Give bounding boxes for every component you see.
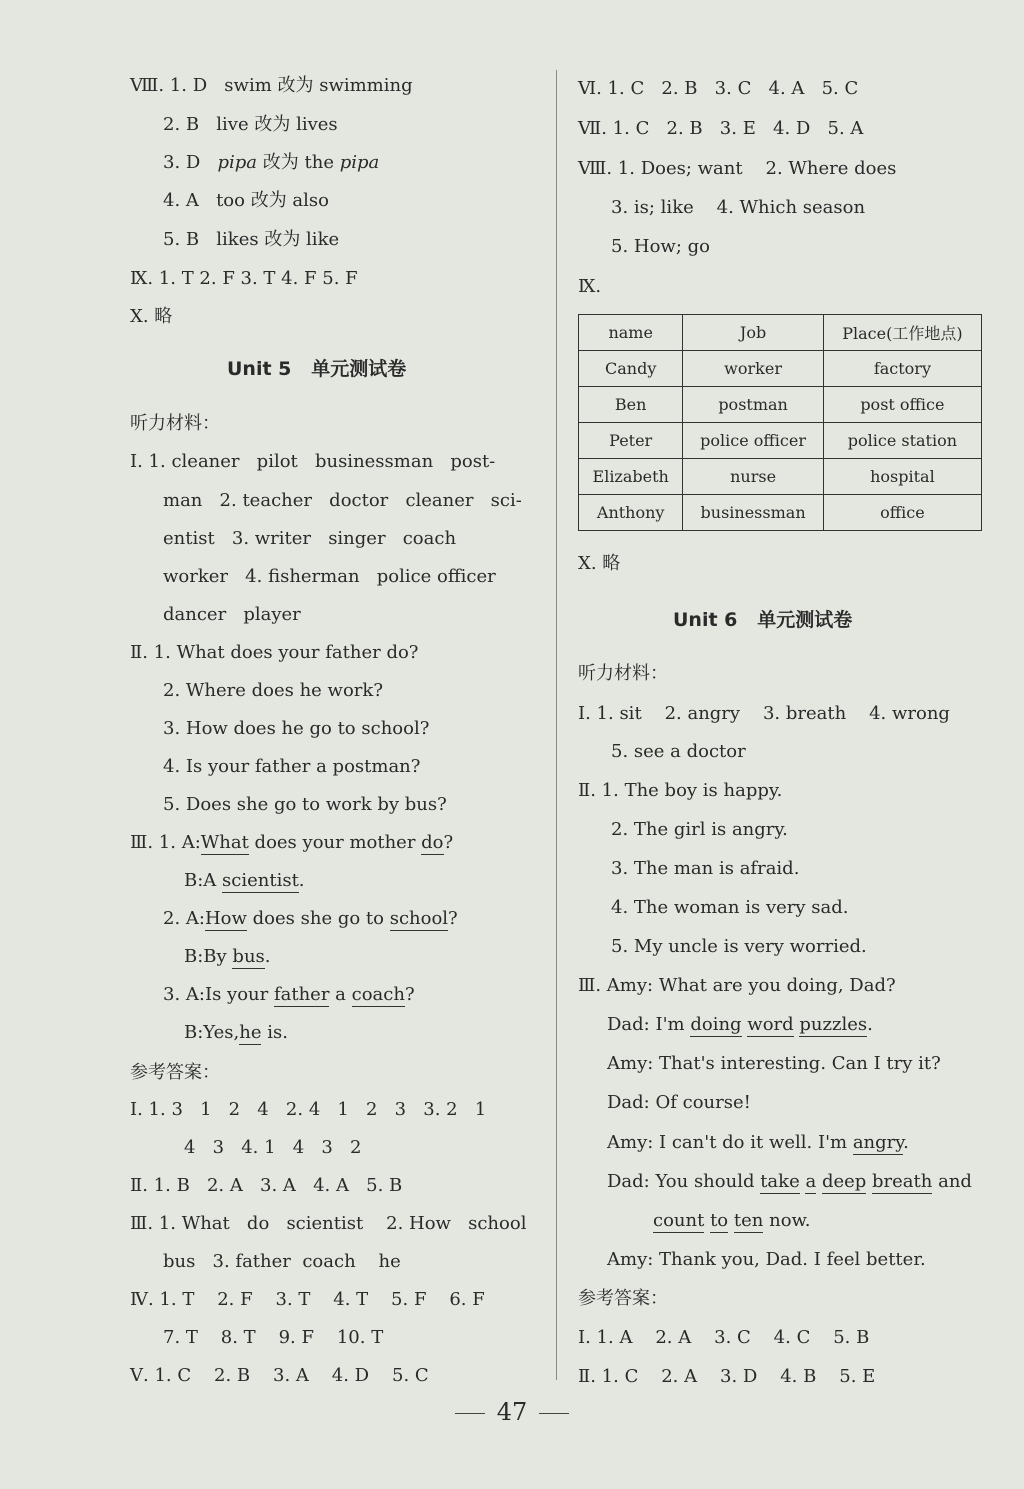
text-line: 4. The woman is very sad. — [611, 897, 849, 918]
text-line: 2. Where does he work? — [163, 680, 383, 701]
text-line: worker 4. fisherman police officer — [163, 566, 496, 587]
text-line: dancer player — [163, 604, 301, 625]
text-line: 2. The girl is angry. — [611, 819, 788, 840]
dialogue-line: B:By bus. — [184, 946, 271, 967]
dialogue-line: Amy: Thank you, Dad. I feel better. — [607, 1249, 926, 1270]
answer-line: Ⅱ. 1. B 2. A 3. A 4. A 5. B — [130, 1175, 403, 1196]
answer-line: Ⅹ. 略 — [130, 306, 173, 327]
dialogue-line: B:Yes,he is. — [184, 1022, 288, 1043]
answer-line: Ⅶ. 1. C 2. B 3. E 4. D 5. A — [578, 118, 864, 139]
answer-line: 5. How; go — [611, 236, 710, 257]
answer-line: Ⅵ. 1. C 2. B 3. C 4. A 5. C — [578, 78, 859, 99]
table-cell: police officer — [683, 423, 823, 459]
table-cell: businessman — [683, 495, 823, 531]
answer-line: 5. B likes 改为 like — [163, 229, 340, 250]
answer-line: bus 3. father coach he — [163, 1251, 401, 1272]
table-cell: Peter — [579, 423, 683, 459]
answer-line: 7. T 8. T 9. F 10. T — [163, 1327, 384, 1348]
table-cell: post office — [823, 387, 981, 423]
dash-right — [539, 1413, 569, 1414]
dialogue-line: Dad: I'm doing word puzzles. — [607, 1014, 873, 1035]
answer-line: Ⅲ. 1. What do scientist 2. How school — [130, 1213, 527, 1234]
answer-line: Ⅴ. 1. C 2. B 3. A 4. D 5. C — [130, 1365, 429, 1386]
table-cell: office — [823, 495, 981, 531]
table-cell: hospital — [823, 459, 981, 495]
answer-line: 3. is; like 4. Which season — [611, 197, 866, 218]
dialogue-line: 3. A:Is your father a coach? — [163, 984, 415, 1005]
table-row — [579, 351, 982, 387]
answer-line: Ⅸ. 1. T 2. F 3. T 4. F 5. F — [130, 268, 358, 289]
answer-line: 4 3 4. 1 4 3 2 — [184, 1137, 362, 1158]
text-line: Ⅱ. 1. What does your father do? — [130, 642, 419, 663]
table-header-row — [579, 315, 982, 351]
table-cell: Elizabeth — [579, 459, 683, 495]
answer-line: 4. A too 改为 also — [163, 190, 329, 211]
table-row — [579, 423, 982, 459]
answer-line: Ⅷ. 1. Does; want 2. Where does — [578, 158, 897, 179]
table-cell: police station — [823, 423, 981, 459]
page-number: 47 — [0, 1398, 1024, 1426]
answer-line: Ⅷ. 1. D swim 改为 swimming — [130, 75, 413, 96]
table-cell: Candy — [579, 351, 683, 387]
text-line: man 2. teacher doctor cleaner sci- — [163, 490, 522, 511]
dialogue-line: Dad: You should take a deep breath and — [607, 1171, 972, 1192]
text-line: entist 3. writer singer coach — [163, 528, 457, 549]
unit-5-heading: Unit 5 单元测试卷 — [227, 358, 407, 380]
text-line: 5. see a doctor — [611, 741, 746, 762]
table-cell: factory — [823, 351, 981, 387]
table-row — [579, 459, 982, 495]
dialogue-line: Dad: Of course! — [607, 1092, 751, 1113]
column-divider — [556, 70, 557, 1380]
dialogue-line: Ⅲ. 1. A:What does your mother do? — [130, 832, 454, 853]
table-cell: postman — [683, 387, 823, 423]
unit-6-heading: Unit 6 单元测试卷 — [673, 609, 853, 631]
table-cell: Anthony — [579, 495, 683, 531]
table-header: name — [579, 315, 683, 351]
text-line: 4. Is your father a postman? — [163, 756, 421, 777]
answer-line: Ⅹ. 略 — [578, 553, 621, 574]
dash-left — [455, 1413, 485, 1414]
answer-line: Ⅸ. — [578, 276, 602, 297]
text-line: 3. The man is afraid. — [611, 858, 800, 879]
answers-label: 参考答案： — [578, 1288, 668, 1309]
table-row — [579, 387, 982, 423]
dialogue-line: Amy: That's interesting. Can I try it? — [607, 1053, 941, 1074]
text-line: 3. How does he go to school? — [163, 718, 430, 739]
answer-line: Ⅰ. 1. 3 1 2 4 2. 4 1 2 3 3. 2 1 — [130, 1099, 487, 1120]
table-header: Job — [683, 315, 823, 351]
dialogue-line: Amy: I can't do it well. I'm angry. — [607, 1132, 909, 1153]
dialogue-line: Ⅲ. Amy: What are you doing, Dad? — [578, 975, 896, 996]
listening-label: 听力材料： — [578, 663, 668, 684]
dialogue-line: B:A scientist. — [184, 870, 305, 891]
text-line: Ⅰ. 1. sit 2. angry 3. breath 4. wrong — [578, 703, 950, 724]
jobs-table — [578, 314, 982, 531]
text-line: 5. My uncle is very worried. — [611, 936, 867, 957]
answer-line: Ⅳ. 1. T 2. F 3. T 4. T 5. F 6. F — [130, 1289, 485, 1310]
table-row — [579, 495, 982, 531]
answers-label: 参考答案： — [130, 1062, 220, 1083]
text-line: Ⅰ. 1. cleaner pilot businessman post- — [130, 451, 496, 472]
listening-label: 听力材料： — [130, 413, 220, 434]
text-line: 5. Does she go to work by bus? — [163, 794, 447, 815]
table-cell: Ben — [579, 387, 683, 423]
table-header: Place(工作地点) — [823, 315, 981, 351]
answer-line: 2. B live 改为 lives — [163, 114, 338, 135]
answer-line: Ⅱ. 1. C 2. A 3. D 4. B 5. E — [578, 1366, 876, 1387]
table-cell: nurse — [683, 459, 823, 495]
answer-line: 3. D pipa 改为 the pipa — [163, 152, 380, 173]
dialogue-line: 2. A:How does she go to school? — [163, 908, 458, 929]
text-line: Ⅱ. 1. The boy is happy. — [578, 780, 783, 801]
dialogue-line: count to ten now. — [653, 1210, 811, 1231]
table-cell: worker — [683, 351, 823, 387]
answer-line: Ⅰ. 1. A 2. A 3. C 4. C 5. B — [578, 1327, 870, 1348]
